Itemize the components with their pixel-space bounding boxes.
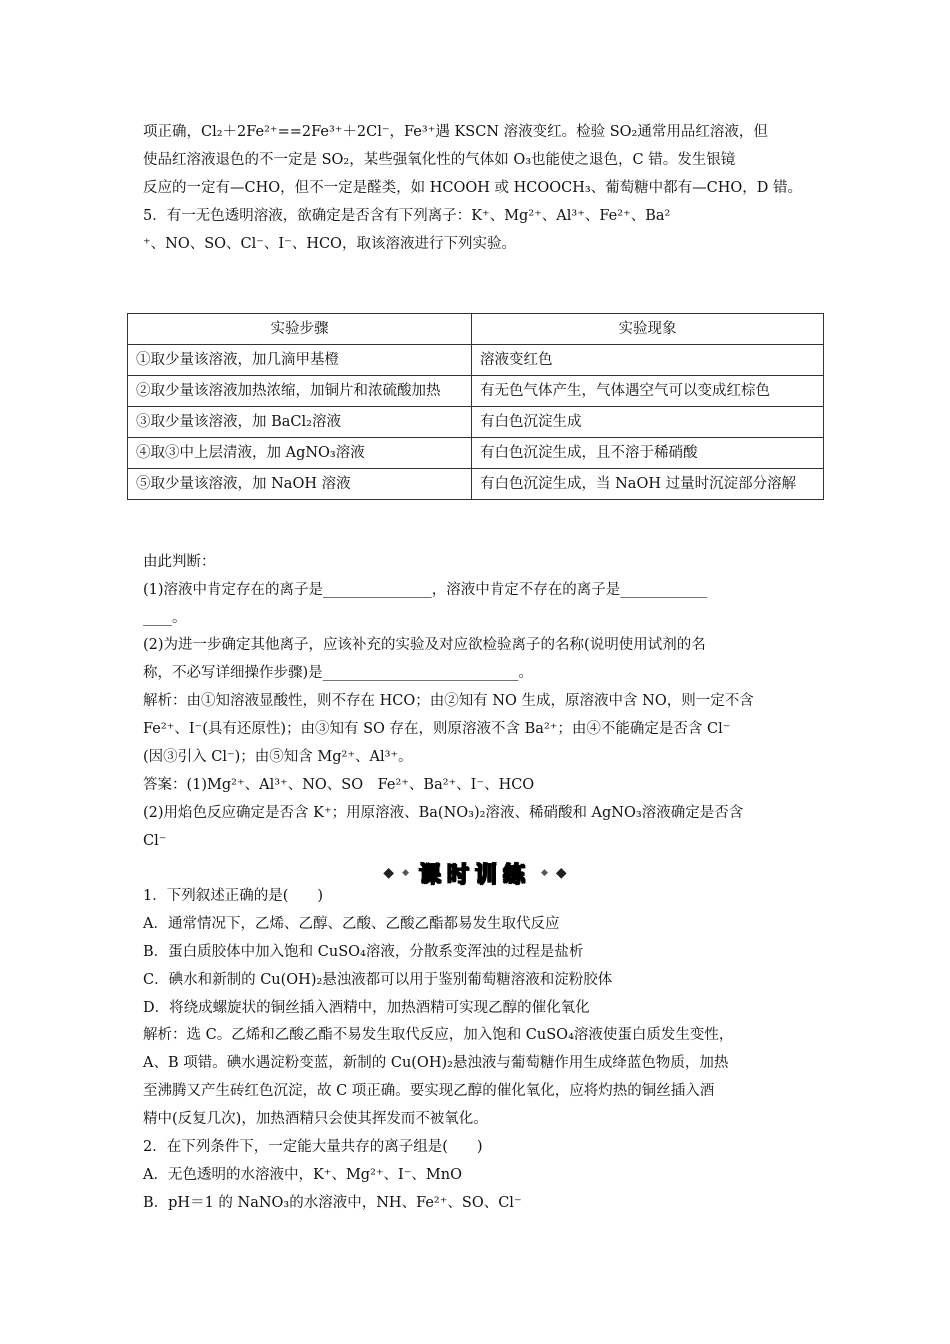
option-d: D．将绕成螺旋状的铜丝插入酒精中，加热酒精可实现乙醇的催化氧化 [143, 1000, 590, 1016]
question-line: (1)溶液中肯定存在的离子是_______________，溶液中肯定不存在的离子是____________ [143, 582, 708, 598]
table-header-row [128, 314, 824, 345]
question-line: (2)为进一步确定其他离子，应该补充的实验及对应欲检验离子的名称(说明使用试剂的名 [143, 637, 706, 653]
step-cell: ④取③中上层清液，加 AgNO₃溶液 [128, 438, 472, 469]
table-row [128, 438, 824, 469]
solution-line: 解析：由①知溶液显酸性，则不存在 HCO；由②知有 NO 生成，原溶液中含 NO，则一定不含 [143, 693, 754, 709]
small-diamond-icon: ◆ [541, 868, 548, 878]
answer-line: (2)用焰色反应确定是否含 K⁺；用原溶液、Ba(NO₃)₂溶液、稀硝酸和 AgNO₃溶液确定是否含 [143, 805, 744, 821]
step-cell: ①取少量该溶液，加几滴甲基橙 [128, 345, 472, 376]
explanation-line: 至沸腾又产生砖红色沉淀，故 C 项正确。要实现乙醇的催化氧化，应将灼热的铜丝插入酒 [143, 1083, 715, 1099]
step-cell: ⑤取少量该溶液，加 NaOH 溶液 [128, 469, 472, 500]
option-a: A．无色透明的水溶液中，K⁺、Mg²⁺、I⁻、MnO [143, 1167, 463, 1183]
section-title-bar [0, 858, 950, 888]
option-b: B．蛋白质胶体中加入饱和 CuSO₄溶液，分散系变浑浊的过程是盐析 [143, 944, 584, 960]
diamond-icon: ◆ [555, 865, 567, 881]
small-diamond-icon: ◆ [402, 868, 409, 878]
option-b: B．pH＝1 的 NaNO₃的水溶液中，NH、Fe²⁺、SO、Cl⁻ [143, 1195, 522, 1211]
intro-line: 使品红溶液退色的不一定是 SO₂，某些强氧化性的气体如 O₃也能使之退色，C 错。发生银镜 [143, 152, 736, 168]
practice-question: 2．在下列条件下，一定能大量共存的离子组是( ) [143, 1139, 483, 1155]
result-cell: 有白色沉淀生成，当 NaOH 过量时沉淀部分溶解 [472, 469, 824, 500]
result-cell: 有白色沉淀生成，且不溶于稀硝酸 [472, 438, 824, 469]
header-steps: 实验步骤 [128, 314, 472, 345]
intro-line: 反应的一定有—CHO，但不一定是醛类，如 HCOOH 或 HCOOCH₃、葡萄糖中都有—CHO，D 错。 [143, 180, 803, 196]
explanation-line: 解析：选 C。乙烯和乙酸乙酯不易发生取代反应，加入饱和 CuSO₄溶液使蛋白质发生变性， [143, 1027, 734, 1043]
explanation-line: 精中(反复几次)，加热酒精只会使其挥发而不被氧化。 [143, 1111, 488, 1127]
step-cell: ②取少量该溶液加热浓缩，加铜片和浓硫酸加热 [128, 376, 472, 407]
answer-line: Cl⁻ [143, 833, 167, 849]
section-title: 课时训练 [418, 861, 531, 888]
table-row [128, 345, 824, 376]
result-cell: 有白色沉淀生成 [472, 407, 824, 438]
practice-question: 1．下列叙述正确的是( ) [143, 888, 324, 904]
option-a: A．通常情况下，乙烯、乙醇、乙酸、乙酸乙酯都易发生取代反应 [143, 916, 560, 932]
question-line: ____。 [143, 610, 187, 626]
table-row [128, 376, 824, 407]
answer-line: 答案：(1)Mg²⁺、Al³⁺、NO、SO Fe²⁺、Ba²⁺、I⁻、HCO [143, 777, 535, 793]
result-cell: 有无色气体产生，气体遇空气可以变成红棕色 [472, 376, 824, 407]
judge-line: 由此判断： [143, 554, 216, 570]
table-row [128, 407, 824, 438]
result-cell: 溶液变红色 [472, 345, 824, 376]
explanation-line: A、B 项错。碘水遇淀粉变蓝，新制的 Cu(OH)₂悬浊液与葡萄糖作用生成绛蓝色物质，加热 [143, 1055, 729, 1071]
question-5-line: ⁺、NO、SO、Cl⁻、I⁻、HCO，取该溶液进行下列实验。 [143, 236, 516, 252]
solution-line: (因③引入 Cl⁻)；由⑤知含 Mg²⁺、Al³⁺。 [143, 749, 413, 765]
question-5-line: 5．有一无色透明溶液，欲确定是否含有下列离子：K⁺、Mg²⁺、Al³⁺、Fe²⁺、Ba² [143, 208, 671, 224]
intro-line: 项正确，Cl₂＋2Fe²⁺==2Fe³⁺＋2Cl⁻，Fe³⁺遇 KSCN 溶液变红。检验 SO₂通常用品红溶液，但 [143, 124, 768, 140]
option-c: C．碘水和新制的 Cu(OH)₂悬浊液都可以用于鉴别葡萄糖溶液和淀粉胶体 [143, 972, 613, 988]
step-cell: ③取少量该溶液，加 BaCl₂溶液 [128, 407, 472, 438]
question-line: 称，不必写详细操作步骤)是___________________________。 [143, 665, 533, 681]
diamond-icon: ◆ [383, 865, 395, 881]
solution-line: Fe²⁺、I⁻(具有还原性)；由③知有 SO 存在，则原溶液不含 Ba²⁺；由④不能确定是否含 Cl⁻ [143, 721, 731, 737]
header-phenomena: 实验现象 [472, 314, 824, 345]
experiment-table [127, 313, 824, 500]
table-row [128, 469, 824, 500]
